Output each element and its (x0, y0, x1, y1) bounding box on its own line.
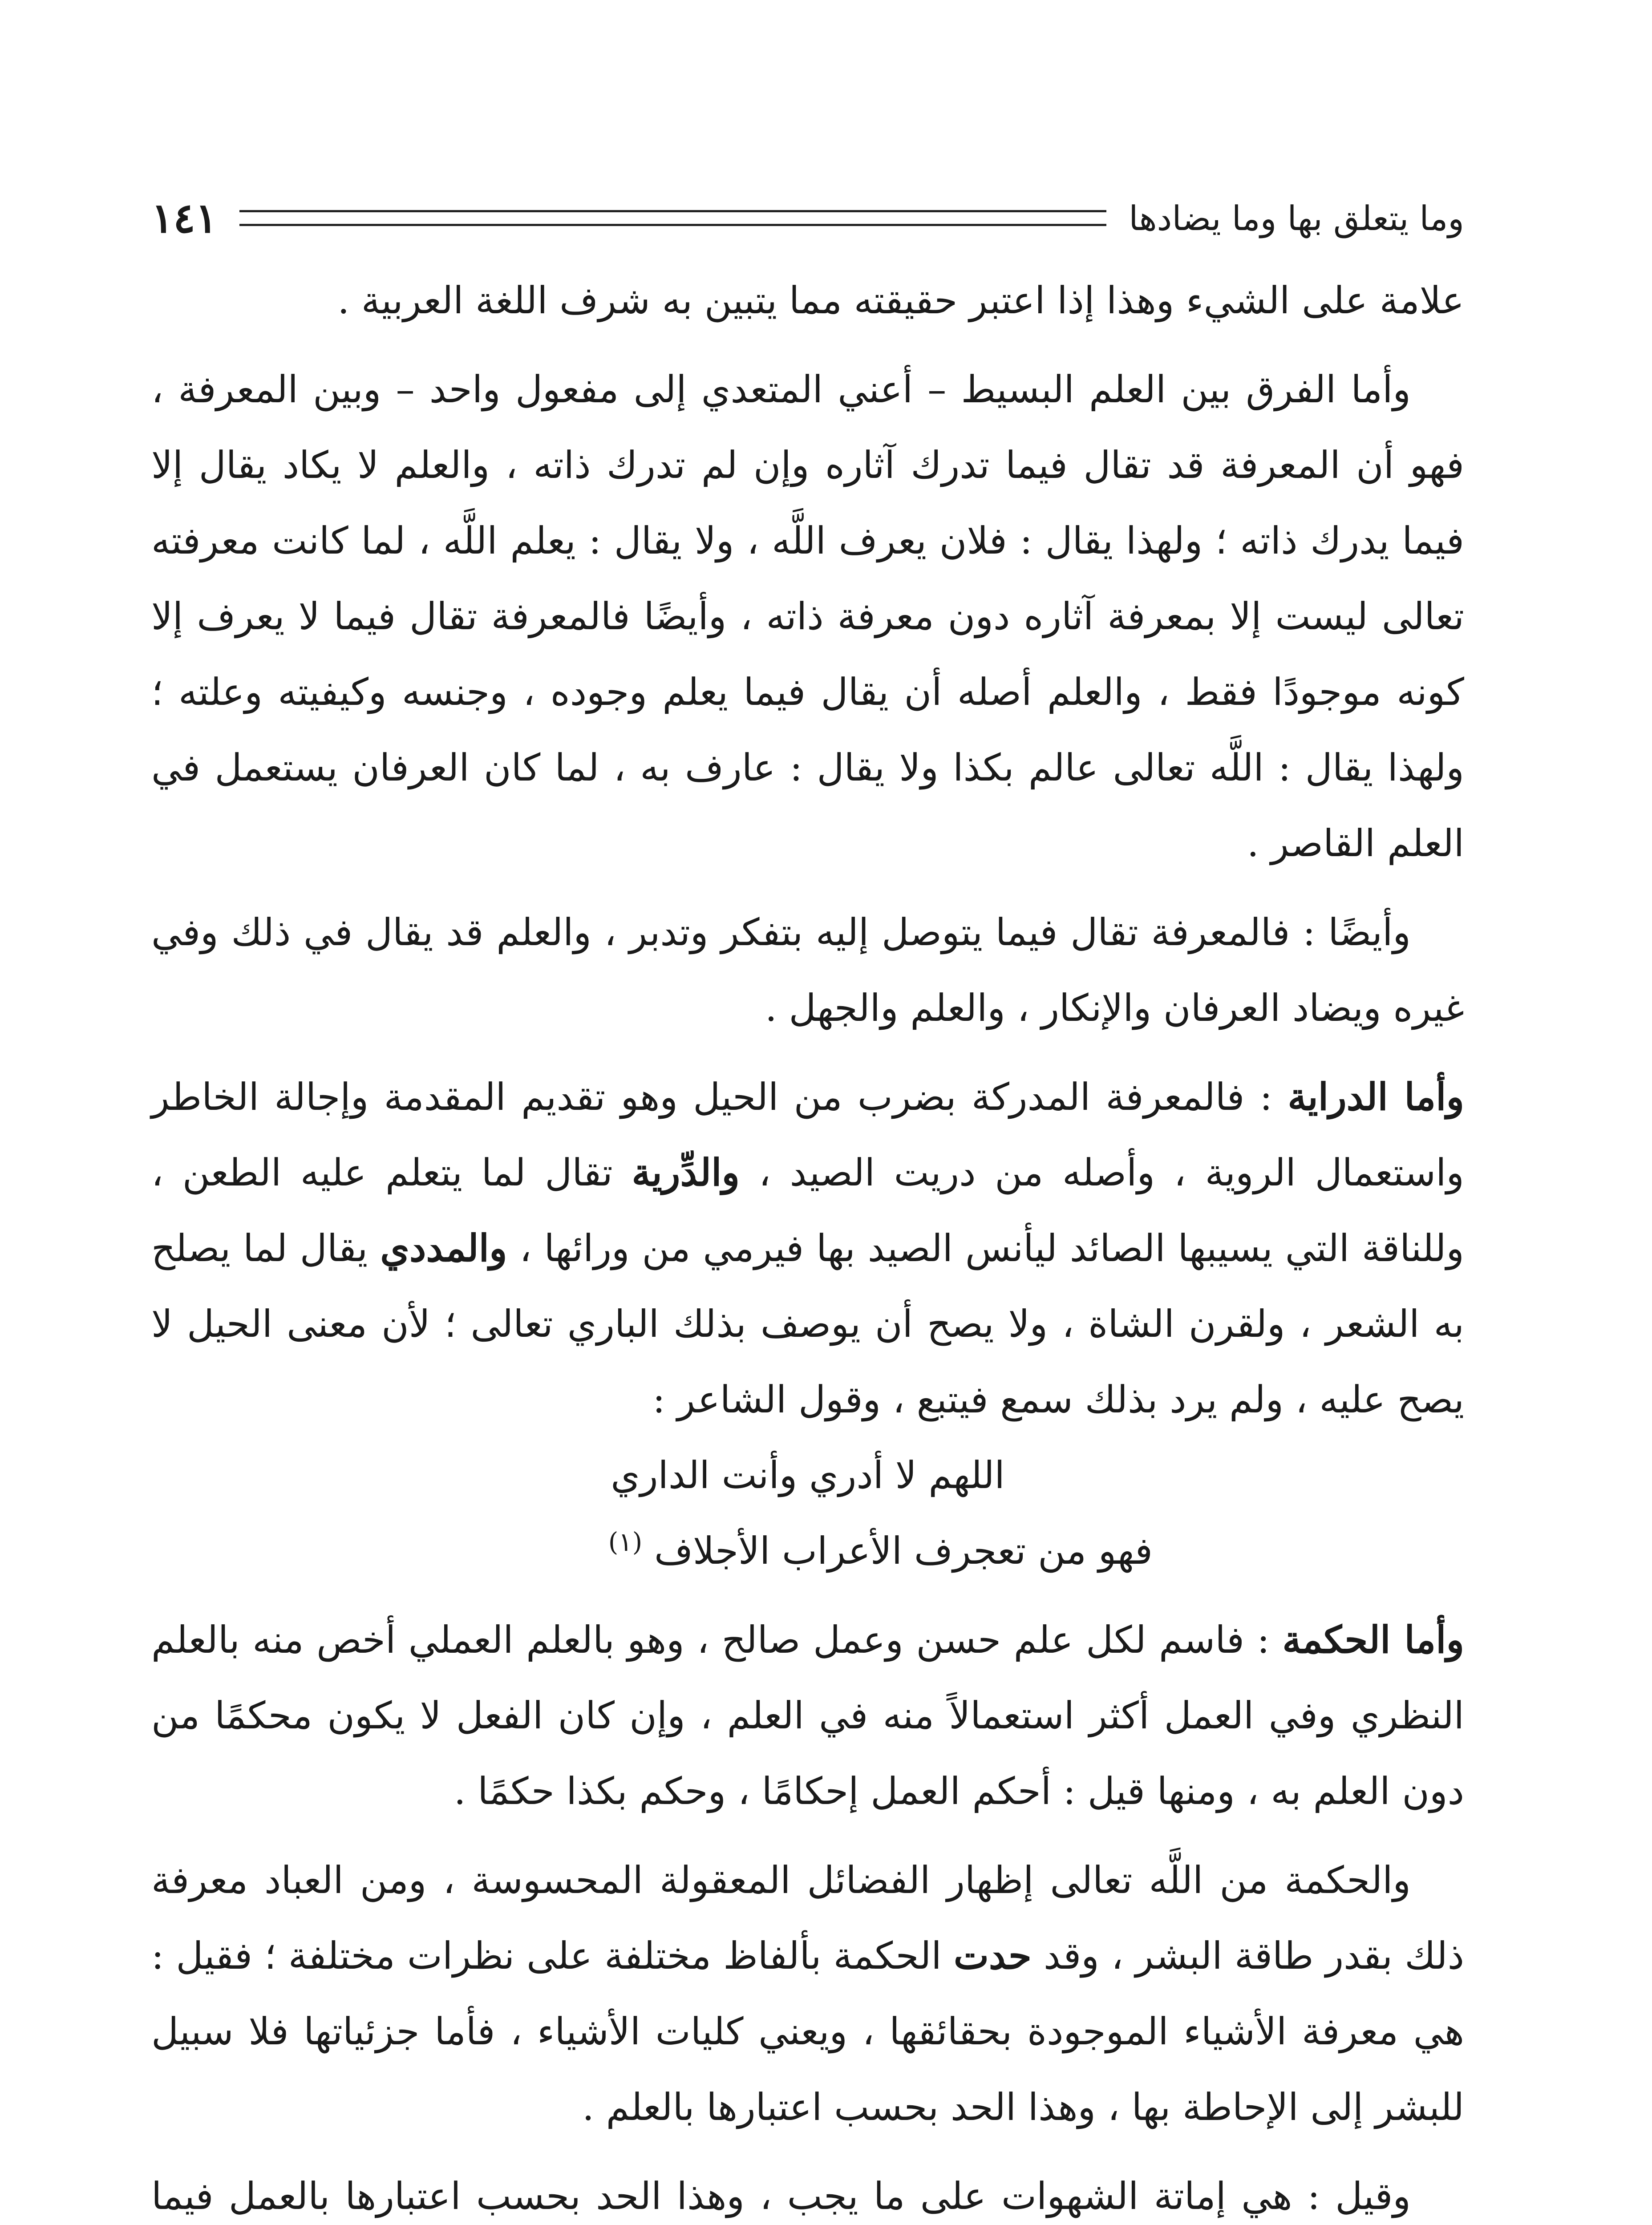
poetry-verse: اللهم لا أدري وأنت الداري (611, 1453, 1005, 1497)
body-text (151, 263, 1464, 2225)
header-title: وما يتعلق بها وما يضادها (1129, 198, 1464, 238)
verse-commentary-text: فهو من تعجرف الأعراب الأجلاف (654, 1529, 1153, 1573)
paragraph-hikmah (151, 1602, 1464, 1829)
footnote-marker: (١) (608, 1527, 643, 1557)
term-dirayah: وأما الدراية (1288, 1075, 1465, 1119)
running-header (151, 191, 1464, 245)
term-diryah: والدِّرية (632, 1150, 740, 1194)
dirayah-text-a: : فالمعرفة المدركة بضرب من الحيل وهو تقديم المقدمة وإجالة الخاطر واستعمال الروية ، وأصله من دريت الصيد ، (151, 1075, 1464, 1194)
paragraph-hikmah-definition (151, 1842, 1464, 2145)
header-double-rule (239, 210, 1106, 226)
dirayah-text-b: تقال لما يتعلم عليه الطعن ، وللناقة التي يسيبها الصائد ليأنس الصيد بها فيرمي من ورائها ، (151, 1151, 1464, 1270)
paragraph-continuation: علامة على الشيء وهذا إذا اعتبر حقيقته مما يتبين به شرف اللغة العربية . (337, 279, 1464, 322)
term-hikmah: وأما الحكمة (1282, 1618, 1465, 1662)
dirayah-text-c: يقال لما يصلح به الشعر ، ولقرن الشاة ، ولا يصح أن يوصف بذلك الباري تعالى ؛ لأن معنى الحيل لا يصح عليه ، ولم يرد بذلك سمع فيتبع ، وقول الشاعر : (151, 1226, 1464, 1421)
term-midra: والمددي (380, 1226, 507, 1270)
paragraph-cognition-reflection: وأيضًا : فالمعرفة تقال فيما يتوصل إليه بتفكر وتدبر ، والعلم قد يقال في ذلك وفي غيره ويضاد العرفان والإنكار ، والعلم والجهل . (151, 910, 1464, 1030)
hikmah-text: : فاسم لكل علم حسن وعمل صالح ، وهو بالعلم العملي أخص منه بالعلم النظري وفي العمل أكثر استعمالاً منه في العلم ، وإن كان الفعل لا يكون محكمًا من دون العلم به ، ومنها قيل : أحكم العمل إحكامًا ، وحكم بكذا حكمًا . (151, 1618, 1464, 1813)
term-huddat: حدت (953, 1934, 1032, 1978)
paragraph-knowledge-vs-cognition: وأما الفرق بين العلم البسيط – أعني المتعدي إلى مفعول واحد – وبين المعرفة ، فهو أن المعرفة قد تقال فيما تدرك آثاره وإن لم تدرك ذاته ، والعلم لا يكاد يقال إلا فيما يدرك ذاته ؛ ولهذا يقال : فلان يعرف اللَّه ، ولا يقال : يعلم اللَّه ، لما كانت معرفته تعالى ليست إلا بمعرفة آثاره دون معرفة ذاته ، وأيضًا فالمعرفة تقال فيما لا يعرف إلا كونه موجودًا فقط ، والعلم أصله أن يقال فيما يعلم وجوده ، وجنسه وكيفيته وعلته ؛ ولهذا يقال : اللَّه تعالى عالم بكذا ولا يقال : عارف به ، لما كان العرفان يستعمل في العلم القاصر . (151, 368, 1464, 865)
page-number: ١٤١ (151, 194, 218, 242)
paragraph-dirayah (151, 1059, 1464, 1437)
hikmah-def-text-b: الحكمة بألفاظ مختلفة على نظرات مختلفة ؛ فقيل : هي معرفة الأشياء الموجودة بحقائقها ، ويعني كليات الأشياء ، فأما جزئياتها فلا سبيل للبشر إلى الإحاطة بها ، وهذا الحد بحسب اعتبارها بالعلم . (151, 1934, 1464, 2129)
paragraph-hikmah-alt-definition: وقيل : هي إماتة الشهوات على ما يجب ، وهذا الحد بحسب اعتبارها بالعمل فيما (151, 2174, 1411, 2218)
verse-commentary (151, 1513, 1464, 1589)
hikmah-def-text-a: والحكمة من اللَّه تعالى إظهار الفضائل المعقولة المحسوسة ، ومن العباد معرفة ذلك بقدر طاقة البشر ، وقد (151, 1858, 1464, 1978)
